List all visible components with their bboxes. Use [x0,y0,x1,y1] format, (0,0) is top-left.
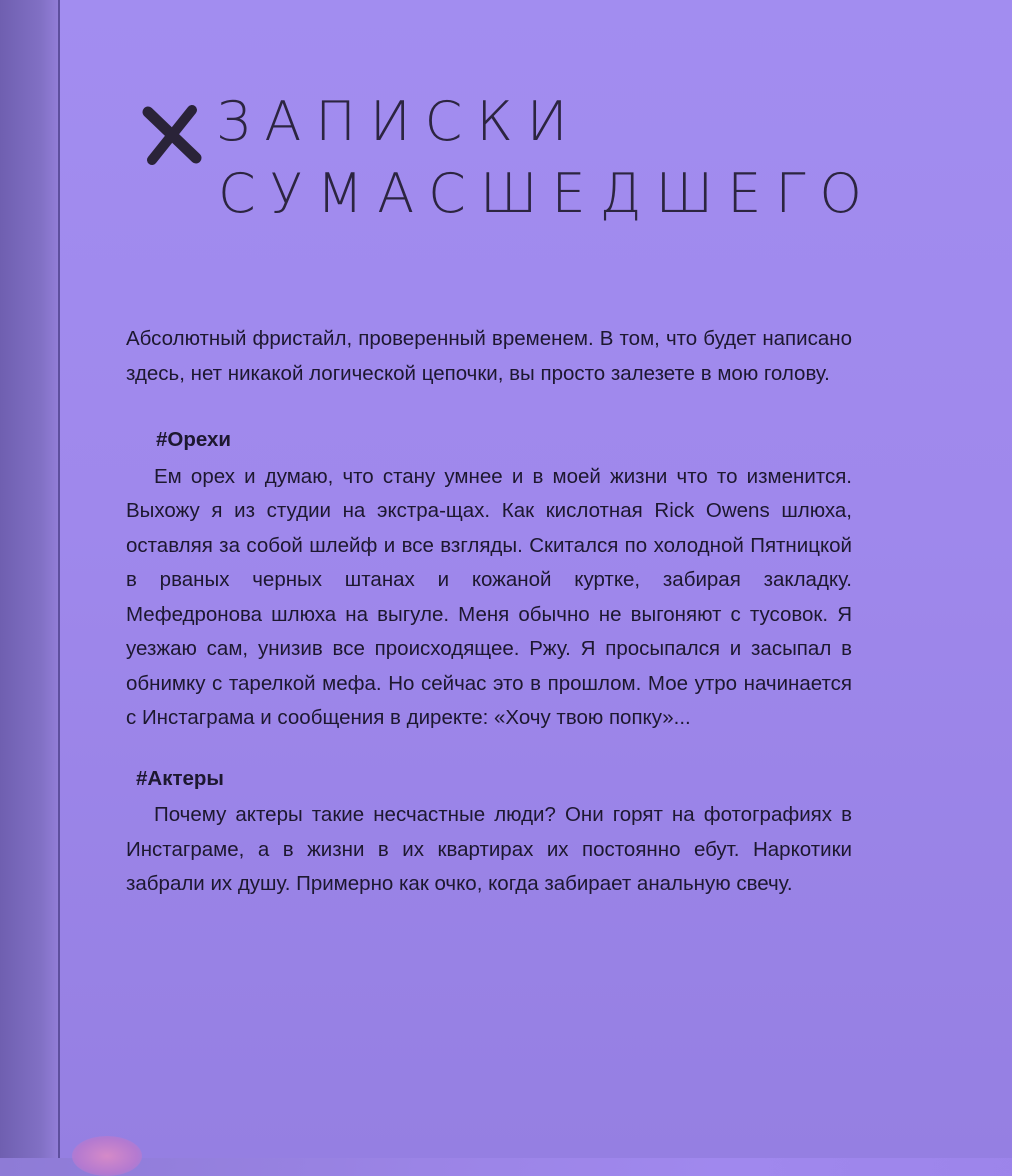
section-paragraph: Почему актеры такие несчастные люди? Они горят на фотографиях в Инстаграме, а в жизни в их квартирах их постоянно ебут. Наркотики забрали их душу. Примерно как очко, когда забирает анальную свечу. [126,803,852,895]
chapter-title [140,86,876,230]
book-spine-edge [0,0,60,1158]
section-heading: #Орехи [156,428,232,451]
section-nuts [126,423,852,736]
section-heading: #Актеры [136,766,224,790]
finger-shadow [72,1136,142,1176]
chapter-body [126,322,852,928]
cross-mark-icon [140,102,204,166]
section-actors [126,762,852,902]
intro-paragraph: Абсолютный фристайл, проверенный временем. В том, что будет написано здесь, нет никакой логической цепочки, вы просто залезете в мою голову. [126,327,852,385]
title-line-2: СУМАСШЕДШЕГО [218,162,876,225]
title-line-1: ЗАПИСКИ [216,90,582,153]
section-paragraph: Ем орех и думаю, что стану умнее и в моей жизни что то изменится. Выхожу я из студии на экстра-щах. Как кислотная Rick Owens шлюха, оставляя за собой шлейф и все взгляды. Скитался по холодной Пятницкой в рваных черных штанах и кожаной куртке, забирая закладку. Мефедронова шлюха на выгуле. Меня обычно не выгоняют с тусовок. Я уезжаю сам, унизив все происходящее. Ржу. Я просыпался и засыпал в обнимку с тарелкой мефа. Но сейчас это в прошлом. Мое утро начинается с Инстаграма и сообщения в директе: «Хочу твою попку»... [126,464,852,729]
